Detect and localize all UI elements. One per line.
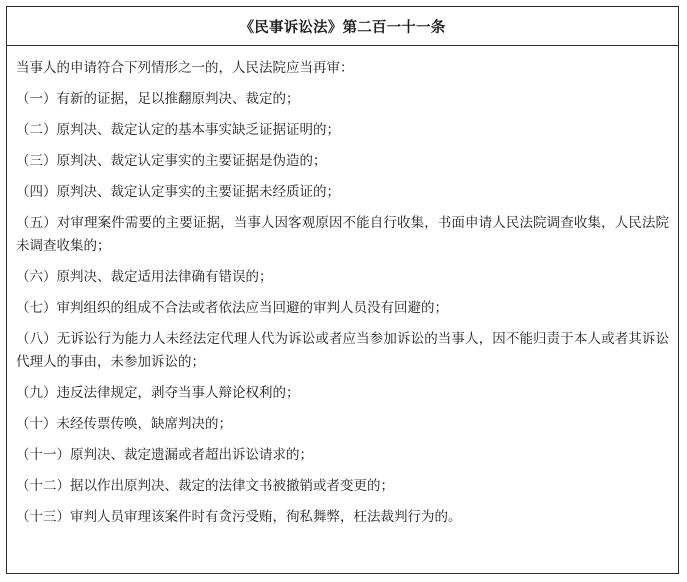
article-intro: 当事人的申请符合下列情形之一的，人民法院应当再审： (16, 60, 354, 76)
clause-item (16, 88, 669, 111)
clause-item (16, 382, 669, 405)
clause-item (16, 413, 669, 436)
clause-item (16, 266, 669, 289)
clause-text: 违反法律规定，剥夺当事人辩论权利的； (56, 385, 300, 401)
clause-item (16, 119, 669, 142)
clause-text: 审判组织的组成不合法或者依法应当回避的审判人员没有回避的； (56, 300, 448, 316)
clause-text: 原判决、裁定遗漏或者超出诉讼请求的； (70, 447, 313, 463)
clause-number: （六） (16, 269, 57, 285)
clause-number: （一） (16, 91, 57, 107)
clause-number: （十三） (16, 509, 70, 525)
clause-item (16, 150, 669, 173)
clause-text: 原判决、裁定认定事实的主要证据是伪造的； (56, 153, 327, 169)
clause-text: 原判决、裁定适用法律确有错误的； (56, 269, 273, 285)
clause-number: （八） (16, 331, 57, 347)
clause-number: （二） (16, 122, 57, 138)
clause-list (16, 88, 669, 529)
clause-item (16, 328, 669, 374)
clause-number: （十一） (16, 447, 70, 463)
clause-text: 对审理案件需要的主要证据，当事人因客观原因不能自行收集，书面申请人民法院调查收集，人民法院未调查收集的； (16, 215, 670, 254)
clause-text: 原判决、裁定认定的基本事实缺乏证据证明的； (56, 122, 340, 138)
clause-number: （三） (16, 153, 57, 169)
clause-number: （七） (16, 300, 57, 316)
clause-number: （四） (16, 184, 57, 200)
law-article-box (6, 6, 679, 574)
clause-number: （五） (16, 215, 57, 231)
clause-text: 据以作出原判决、裁定的法律文书被撤销或者变更的； (70, 478, 394, 494)
clause-text: 无诉讼行为能力人未经法定代理人代为诉讼或者应当参加诉讼的当事人，因不能归责于本人或者其诉讼代理人的事由，未参加诉讼的； (16, 331, 670, 370)
clause-item (16, 506, 669, 529)
clause-text: 审判人员审理该案件时有贪污受贿，徇私舞弊，枉法裁判行为的。 (70, 509, 462, 525)
article-body (7, 46, 678, 529)
clause-item (16, 181, 669, 204)
clause-text: 未经传票传唤，缺席判决的； (56, 416, 232, 432)
clause-number: （十） (16, 416, 57, 432)
clause-text: 有新的证据，足以推翻原判决、裁定的； (56, 91, 300, 107)
clause-item (16, 212, 669, 258)
clause-item (16, 475, 669, 498)
clause-number: （十二） (16, 478, 70, 494)
clause-text: 原判决、裁定认定事实的主要证据未经质证的； (56, 184, 340, 200)
clause-item (16, 297, 669, 320)
clause-number: （九） (16, 385, 57, 401)
clause-item (16, 444, 669, 467)
article-title: 《民事诉讼法》第二百一十一条 (7, 7, 678, 46)
